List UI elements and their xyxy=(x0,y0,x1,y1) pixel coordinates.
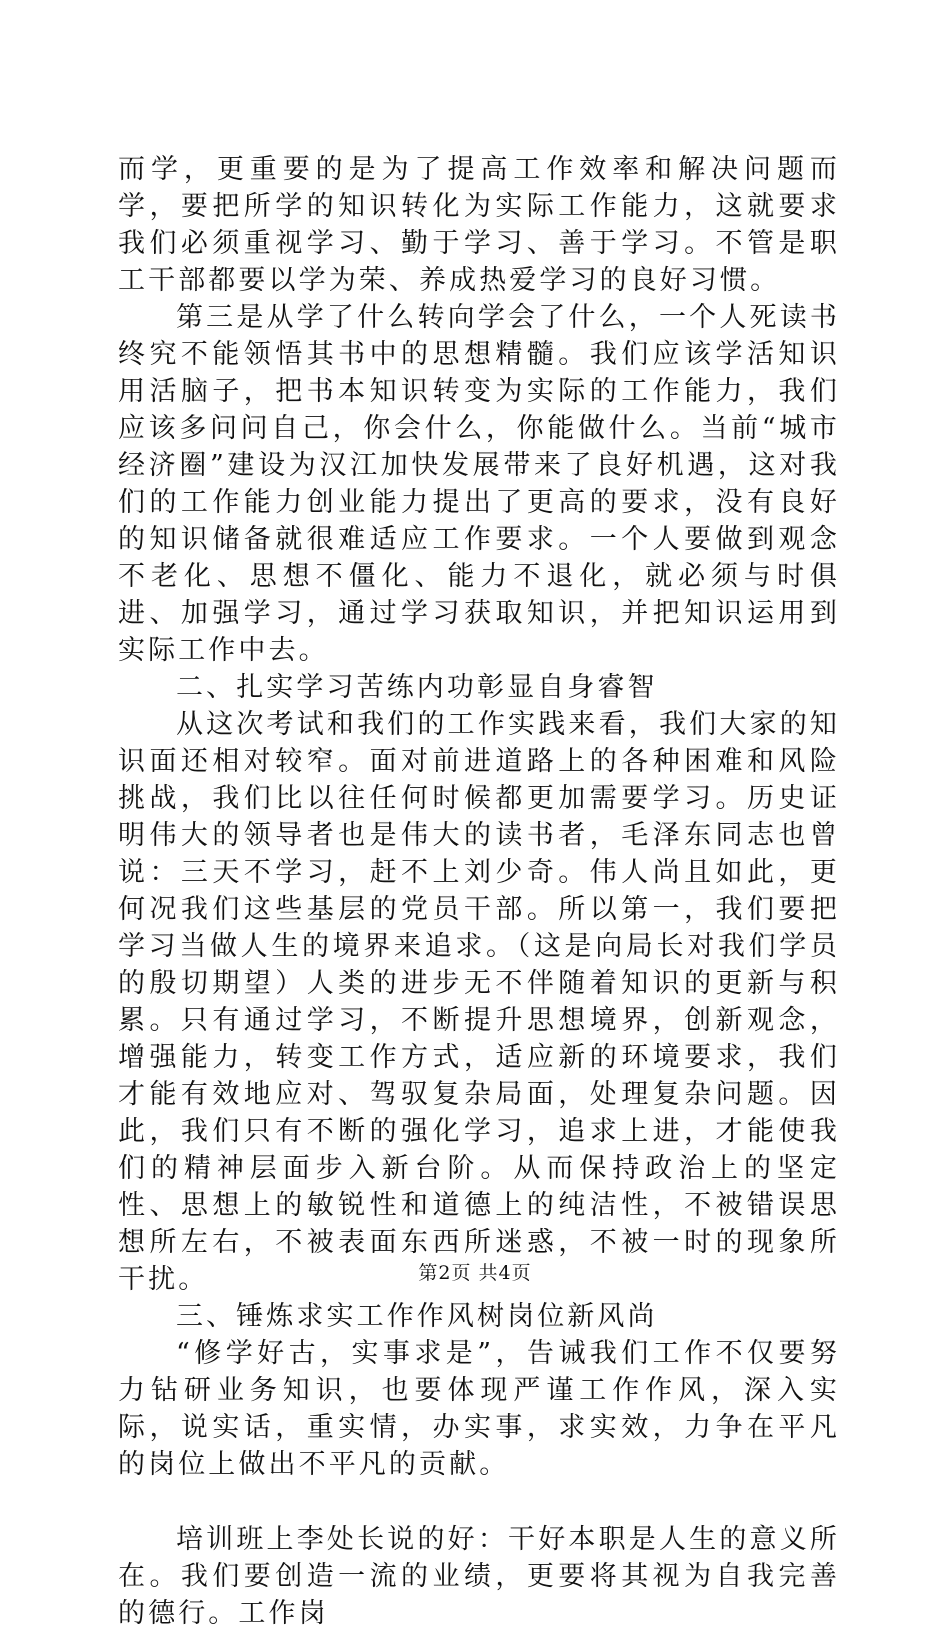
page-number-footer: 第2页 共4页 xyxy=(418,1262,532,1284)
document-body xyxy=(118,151,840,1632)
section-heading-three: 三、锤炼求实工作作风树岗位新风尚 xyxy=(176,1301,658,1332)
paragraph-continuation: 而学，更重要的是为了提高工作效率和解决问题而学，要把所学的知识转化为实际工作能力，这就要求我们必须重视学习、勤于学习、善于学习。不管是职工干部都要以学为荣、养成热爱学习的良好习惯。 xyxy=(118,154,840,296)
paragraph-gap xyxy=(118,1483,840,1521)
paragraph-seek-truth: “修学好古，实事求是”，告诫我们工作不仅要努力钻研业务知识，也要体现严谨工作作风，深入实际，说实话，重实情，办实事，求实效，力争在平凡的岗位上做出不平凡的贡献。 xyxy=(118,1338,840,1480)
section-heading-two: 二、扎实学习苦练内功彰显自身睿智 xyxy=(176,672,658,703)
paragraph-training-class: 培训班上李处长说的好：干好本职是人生的意义所在。我们要创造一流的业绩，更要将其视为自我完善的德行。工作岗 xyxy=(118,1524,840,1629)
paragraph-third-point: 第三是从学了什么转向学会了什么，一个人死读书终究不能领悟其书中的思想精髓。我们应该学活知识用活脑子，把书本知识转变为实际的工作能力，我们应该多问问自己，你会什么，你能做什么。当前“城市经济圈”建设为汉江加快发展带来了良好机遇，这对我们的工作能力创业能力提出了更高的要求，没有良好的知识储备就很难适应工作要求。一个人要做到观念不老化、思想不僵化、能力不退化，就必须与时俱进、加强学习，通过学习获取知识，并把知识运用到实际工作中去。 xyxy=(118,302,840,666)
paragraph-study-practice: 从这次考试和我们的工作实践来看，我们大家的知识面还相对较窄。面对前进道路上的各种困难和风险挑战，我们比以往任何时候都更加需要学习。历史证明伟大的领导者也是伟大的读书者，毛泽东同志也曾说：三天不学习，赶不上刘少奇。伟人尚且如此，更何况我们这些基层的党员干部。所以第一，我们要把学习当做人生的境界来追求。（这是向局长对我们学员的殷切期望）人类的进步无不伴随着知识的更新与积累。只有通过学习，不断提升思想境界，创新观念，增强能力，转变工作方式，适应新的环境要求，我们才能有效地应对、驾驭复杂局面，处理复杂问题。因此，我们只有不断的强化学习，追求上进，才能使我们的精神层面步入新台阶。从而保持政治上的坚定性、思想上的敏锐性和道德上的纯洁性，不被错误思想所左右，不被表面东西所迷惑，不被一时的现象所干扰。 xyxy=(118,709,840,1295)
